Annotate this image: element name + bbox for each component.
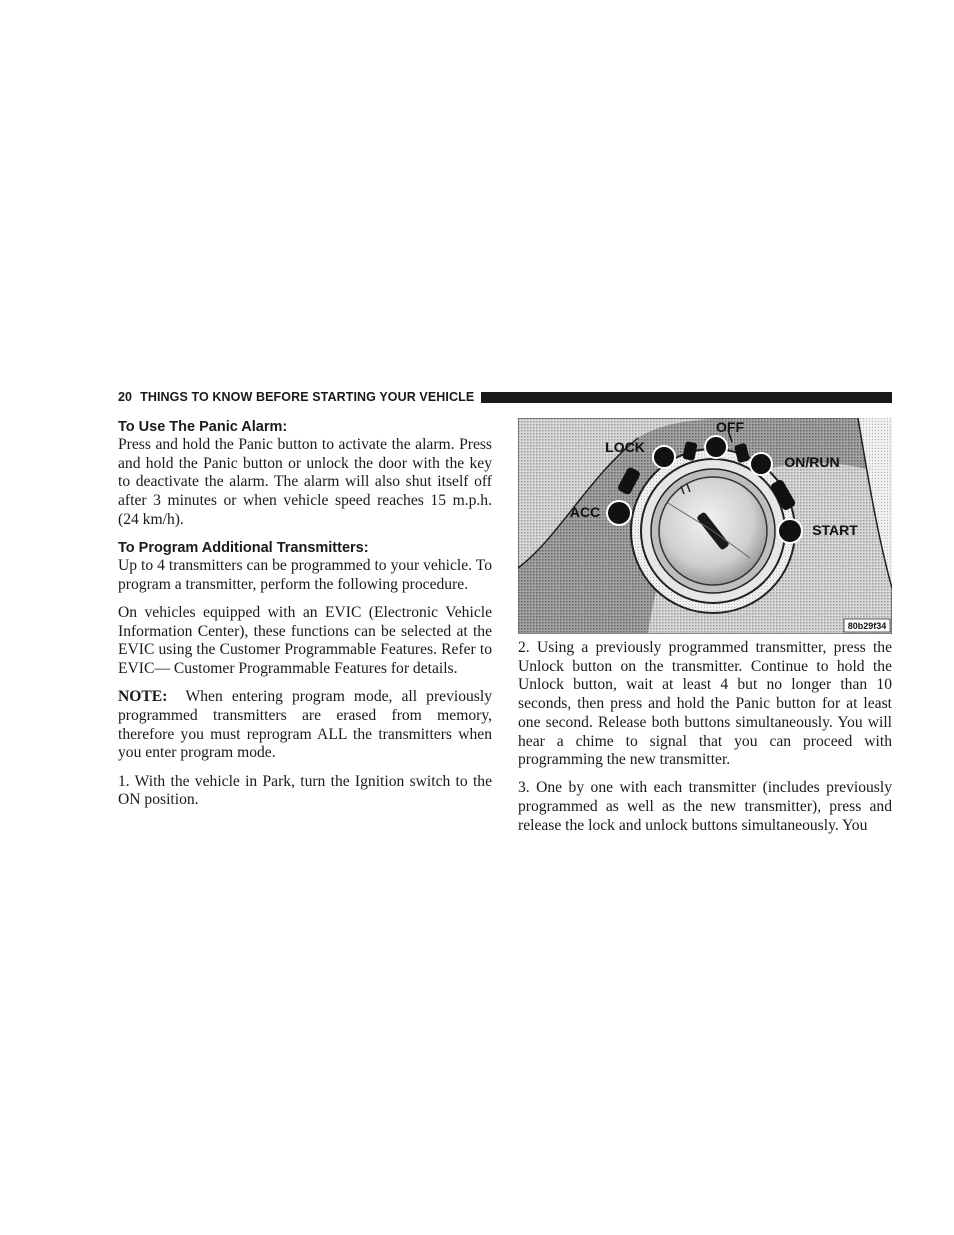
page-number: 20 (118, 390, 133, 404)
step-2: 2. Using a previously programmed transmitter, press the Unlock button on the transmitter. Continue to hold the Unlock button, wait at least 4 but no longer than 10 seconds, then press and hold the Panic button for at least one second. Release both buttons simultaneously. You will hear a chime to signal that you can proceed with programming the new transmitter. (518, 639, 892, 769)
label-lock: LOCK (605, 439, 645, 455)
ignition-switch-figure (518, 418, 892, 634)
step-3: 3. One by one with each transmitter (includes previously programmed as well as the new transmitter), press and release the lock and unlock buttons simultaneously. You (518, 779, 892, 834)
ignition-switch-illustration (518, 418, 892, 634)
header-rule (481, 392, 892, 403)
page-header (118, 389, 892, 405)
label-off: OFF (716, 419, 744, 435)
chapter-title: THINGS TO KNOW BEFORE STARTING YOUR VEHICLE (140, 390, 475, 404)
program-transmitters-text: Up to 4 transmitters can be programmed to your vehicle. To program a transmitter, perform the following procedure. (118, 557, 492, 593)
label-start: START (812, 522, 858, 538)
step-1: 1. With the vehicle in Park, turn the Ignition switch to the ON position. (118, 772, 492, 809)
label-on-run: ON/RUN (784, 454, 840, 470)
label-acc: ACC (569, 504, 601, 520)
figure-code: 80b29f34 (847, 621, 887, 631)
note-text: When entering program mode, all previously programmed transmitters are erased from memory, therefore you must reprogram ALL the transmitters when you enter program mode. (118, 688, 492, 762)
program-transmitters-heading: To Program Additional Transmitters: (118, 540, 369, 557)
panic-alarm-text: Press and hold the Panic button to activate the alarm. Press and hold the Panic button or unlock the door with the key to deactivate the alarm. The alarm will also shut itself off after 3 minutes or when vehicle speed reaches 15 m.p.h. (24 km/h). (118, 436, 492, 528)
note-paragraph (118, 688, 492, 763)
panic-alarm-heading: To Use The Panic Alarm: (118, 419, 288, 435)
evic-text: On vehicles equipped with an EVIC (Electronic Vehicle Information Center), these functions can be selected at the EVIC using the Customer Programmable Features. Refer to EVIC— Customer Programmable Features for details. (118, 603, 492, 678)
note-label: NOTE: (118, 688, 168, 706)
right-column (518, 418, 892, 845)
left-column (118, 418, 492, 819)
